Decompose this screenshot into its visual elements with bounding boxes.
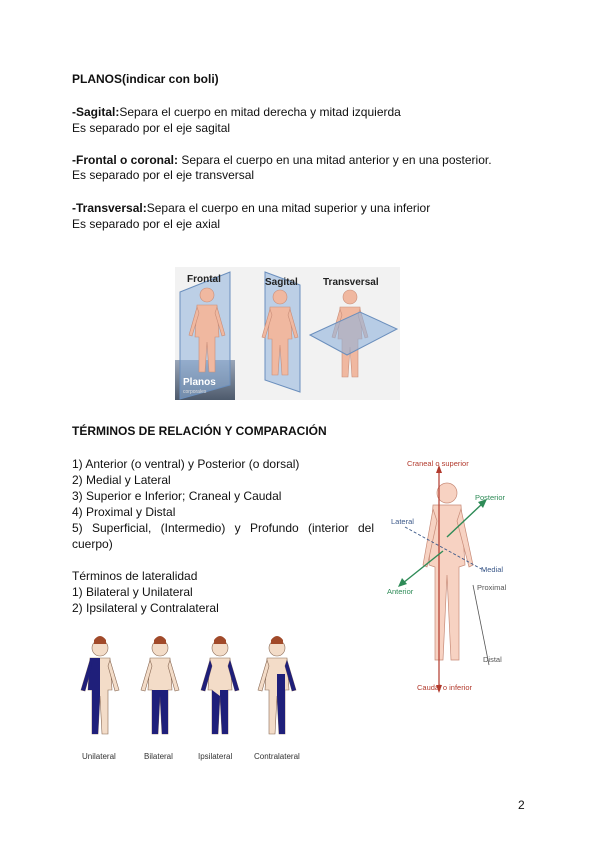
terminos-item: 1) Anterior (o ventral) y Posterior (o dorsal) xyxy=(72,457,300,471)
lat-label-bilateral: Bilateral xyxy=(144,752,173,761)
frontal-desc: Separa el cuerpo en una mitad anterior y en una posterior. xyxy=(181,153,492,167)
frontal-axis: Es separado por el eje transversal xyxy=(72,168,255,182)
terminos-item: 2) Medial y Lateral xyxy=(72,473,171,487)
dir-anterior: Anterior xyxy=(387,587,414,596)
sagital-line xyxy=(72,105,401,120)
anatomy-figure xyxy=(385,455,507,695)
anatomy-illustration xyxy=(385,455,495,695)
lat-label-unilateral: Unilateral xyxy=(82,752,116,761)
planos-figure xyxy=(175,267,400,400)
terminos-title: TÉRMINOS DE RELACIÓN Y COMPARACIÓN xyxy=(72,424,327,438)
dir-medial: Medial xyxy=(481,565,504,574)
planos-tag-sub: corporales xyxy=(183,389,207,395)
terminos-item-5: 5) Superficial, (Intermedio) y Profundo (interior del xyxy=(72,521,374,535)
plane-label-frontal: Frontal xyxy=(187,274,221,285)
planos-tag: Planos xyxy=(183,377,216,388)
lateralidad-item: 1) Bilateral y Unilateral xyxy=(72,585,193,599)
dir-distal: Distal xyxy=(483,655,502,664)
dir-proximal: Proximal xyxy=(477,583,507,592)
sagital-term: -Sagital: xyxy=(72,105,120,119)
transversal-desc: Separa el cuerpo en una mitad superior y una inferior xyxy=(146,201,431,215)
frontal-term: -Frontal o coronal: xyxy=(72,153,178,167)
dir-lateral: Lateral xyxy=(391,517,414,526)
lateralidad-title: Términos de lateralidad xyxy=(72,569,198,583)
terminos-item: 4) Proximal y Distal xyxy=(72,505,176,519)
lateralidad-figure xyxy=(72,632,304,762)
planos-title: PLANOS(indicar con boli) xyxy=(72,72,219,86)
transversal-term: -Transversal: xyxy=(72,201,147,215)
page-number: 2 xyxy=(518,798,525,812)
terminos-item: 3) Superior e Inferior; Craneal y Caudal xyxy=(72,489,282,503)
dir-craneal: Craneal o superior xyxy=(407,459,469,468)
frontal-line xyxy=(72,153,492,168)
lateralidad-illustration xyxy=(72,632,304,750)
terminos-item-5-cont: cuerpo) xyxy=(72,537,113,551)
transversal-axis: Es separado por el eje axial xyxy=(72,217,221,231)
lat-label-ipsilateral: Ipsilateral xyxy=(198,752,233,761)
plane-label-sagital: Sagital xyxy=(265,277,298,288)
sagital-axis: Es separado por el eje sagital xyxy=(72,121,231,135)
lat-label-contralateral: Contralateral xyxy=(254,752,300,761)
sagital-desc: Separa el cuerpo en mitad derecha y mitad izquierda xyxy=(119,105,401,119)
transversal-line xyxy=(72,201,430,216)
lateralidad-item: 2) Ipsilateral y Contralateral xyxy=(72,601,219,615)
dir-caudal: Caudal o inferior xyxy=(417,683,473,692)
plane-label-transversal: Transversal xyxy=(323,277,379,288)
dir-posterior: Posterior xyxy=(475,493,506,502)
